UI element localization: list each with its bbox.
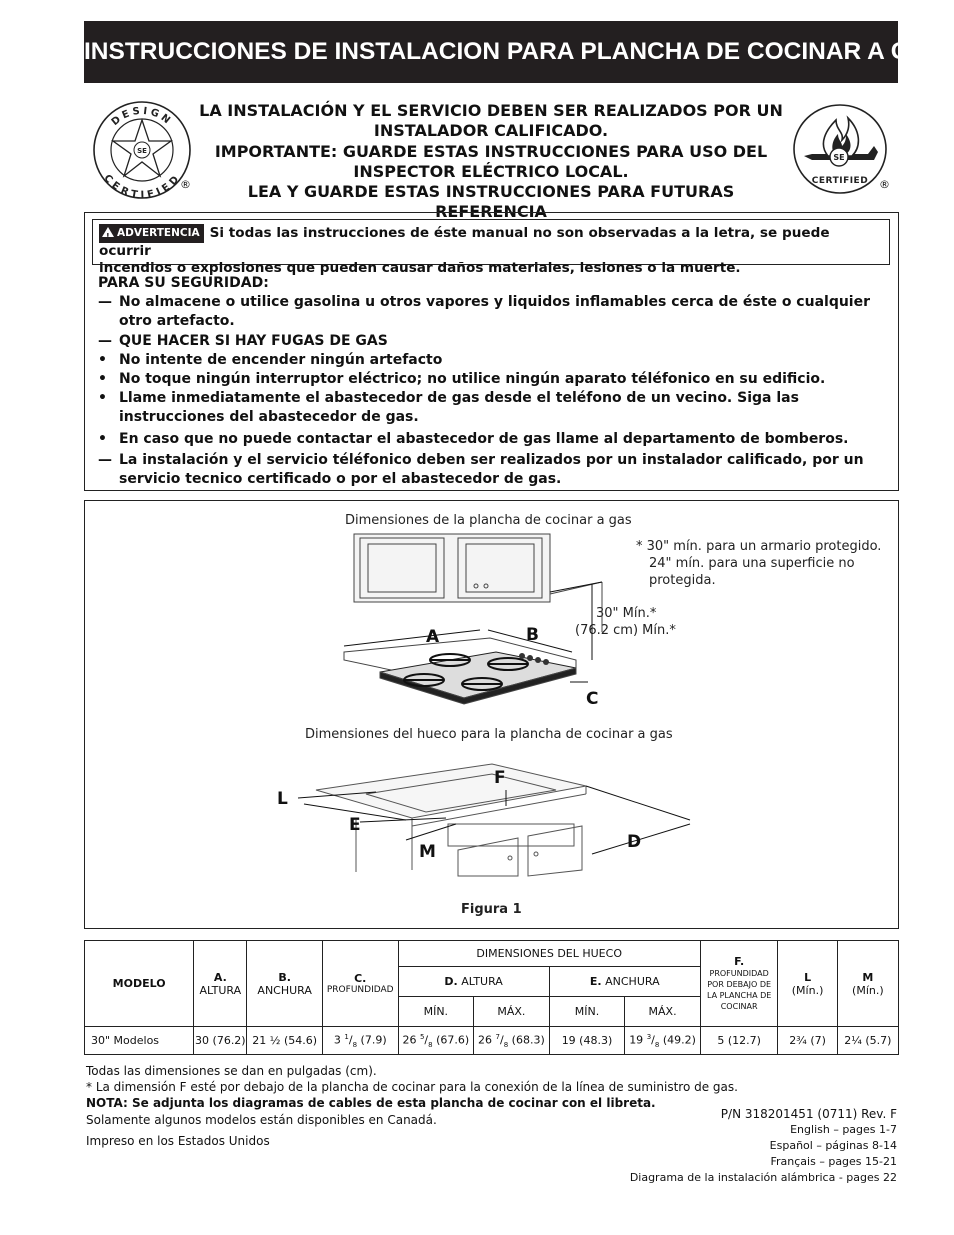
list-text: Llame inmediatamente el abastecedor de gas desde el teléfono de un vecino. Siga las instrucciones del abastecedor de gas. xyxy=(119,390,799,426)
header-b-label: B. xyxy=(278,970,291,984)
safety-item xyxy=(98,451,888,489)
certified-flame-seal-icon xyxy=(792,104,892,196)
header-d-max: MÁX. xyxy=(474,997,550,1027)
header-d xyxy=(398,967,549,997)
figure-dim-cm: (76.2 cm) Mín.* xyxy=(575,623,676,638)
safety-list xyxy=(98,274,888,489)
header-cutout-group-label: DIMENSIONES DEL HUECO xyxy=(476,947,622,960)
header-m-sub: (Mín.) xyxy=(852,983,884,997)
list-mark: • xyxy=(98,390,107,407)
cell-c-den: 8 xyxy=(352,1040,358,1049)
cell-a: 30 (76.2) xyxy=(194,1027,247,1055)
header-cutout-group xyxy=(398,941,700,967)
header-e-max: MÁX. xyxy=(625,997,701,1027)
header-c xyxy=(322,941,398,1027)
header-l xyxy=(778,941,837,1027)
cell-m: 2¼ (5.7) xyxy=(837,1027,898,1055)
cell-c-rest: (7.9) xyxy=(357,1033,387,1047)
header-e-label: E. xyxy=(589,975,602,988)
list-mark: — xyxy=(98,294,112,311)
header-line-3: IMPORTANTE: GUARDE ESTAS INSTRUCCIONES PARA USO DEL xyxy=(214,141,768,161)
cell-c-whole: 3 xyxy=(333,1033,345,1047)
safety-item xyxy=(98,332,888,351)
part-number-block xyxy=(600,1106,897,1186)
wiring-diagram-page: Diagrama de la instalación alámbrica - pages 22 xyxy=(629,1171,897,1184)
warning-triangle-icon xyxy=(102,227,114,237)
figure-note-line-2: 24" mín. para una superficie no xyxy=(649,556,855,571)
header-line-2: INSTALADOR CALIFICADO. xyxy=(373,121,609,141)
cooktop-illustration xyxy=(340,532,610,716)
letter-d: D xyxy=(627,832,642,852)
registered-mark: ® xyxy=(180,178,191,191)
header-line-5: LEA Y GUARDE ESTAS INSTRUCCIONES PARA FUTURAS REFERENCIA xyxy=(247,182,735,222)
safety-item xyxy=(98,351,888,370)
letter-l: L xyxy=(277,789,288,809)
language-spanish: Español – páginas 8-14 xyxy=(769,1139,897,1152)
header-c-sub: PROFUNDIDAD xyxy=(326,984,394,995)
warning-tag xyxy=(99,224,204,243)
safety-item xyxy=(98,389,888,427)
figure-dim-inches: 30" Mín.* xyxy=(596,606,657,621)
header-f-sub-4: COCINAR xyxy=(720,1002,758,1011)
header-e xyxy=(549,967,700,997)
header-line-1: LA INSTALACIÓN Y EL SERVICIO DEBEN SER REALIZADOS POR UN xyxy=(199,101,783,120)
header-m xyxy=(837,941,898,1027)
seal-right-label: CERTIFIED xyxy=(811,176,869,186)
cell-e-max: 19 $^3/_8$ (49.2) xyxy=(625,1027,701,1055)
cell-d-min-whole: 26 xyxy=(402,1033,420,1047)
letter-m: M xyxy=(419,842,436,862)
cell-f: 5 (12.7) xyxy=(700,1027,778,1055)
note-canada: Solamente algunos modelos están disponibles en Canadá. xyxy=(86,1112,437,1127)
safety-heading: PARA SU SEGURIDAD: xyxy=(98,275,269,291)
figure-title-cooktop: Dimensiones de la plancha de cocinar a gas xyxy=(345,513,632,528)
safety-item xyxy=(98,293,888,331)
header-a-label: A. xyxy=(213,970,227,984)
warning-text-1: Si todas las instrucciones de éste manual no son observadas a la letra, se puede ocurrir xyxy=(99,225,830,259)
cell-b: 21 ½ (54.6) xyxy=(247,1027,323,1055)
list-mark: • xyxy=(98,371,107,388)
cell-d-min-num: 5 xyxy=(419,1032,425,1041)
header-f-label: F. xyxy=(734,955,745,968)
note-wiring: NOTA: Se adjunta los diagramas de cables de esta plancha de cocinar con el libreta. xyxy=(86,1096,656,1111)
list-text: La instalación y el servicio téléfonico deben ser realizados por un instalador calificado, por un servicio tecnico certificado o por el abastecedor de gas. xyxy=(119,451,864,488)
cell-model: 30" Modelos xyxy=(85,1027,194,1055)
design-certified-seal-icon xyxy=(92,100,192,200)
dimensions-table xyxy=(84,940,899,1055)
list-text: QUE HACER SI HAY FUGAS DE GAS xyxy=(119,332,388,349)
header-a-sub: ALTURA xyxy=(199,983,242,997)
header-line-4: INSPECTOR ELÉCTRICO LOCAL. xyxy=(353,161,629,181)
letter-f: F xyxy=(494,768,506,788)
note-units: Todas las dimensiones se dan en pulgadas (cm). xyxy=(86,1064,377,1078)
header-e-sub: ANCHURA xyxy=(605,975,660,988)
list-text: No toque ningún interruptor eléctrico; no utilice ningún aparato téléfonico en su edificio. xyxy=(119,371,826,388)
cell-l: 2¾ (7) xyxy=(778,1027,837,1055)
list-text: No intente de encender ningún artefacto xyxy=(119,351,443,368)
header-f xyxy=(700,941,778,1027)
figure-title-cutout: Dimensiones del hueco para la plancha de cocinar a gas xyxy=(305,727,673,742)
cell-d-max-den: 8 xyxy=(503,1040,509,1049)
note-dimension-f: * La dimensión F esté por debajo de la plancha de cocinar para la conexión de la línea de suministro de gas. xyxy=(86,1080,738,1095)
warning-box xyxy=(92,219,890,276)
header-m-label: M xyxy=(862,970,874,984)
letter-c: C xyxy=(586,689,599,709)
table-header-row xyxy=(85,941,899,967)
list-mark: • xyxy=(98,351,107,368)
cell-e-min: 19 (48.3) xyxy=(549,1027,625,1055)
letter-b: B xyxy=(526,625,539,645)
page-title: INSTRUCCIONES DE INSTALACION PARA PLANCHA DE COCINAR A GAS xyxy=(84,21,898,83)
letter-a: A xyxy=(426,627,440,647)
part-number: P/N 318201451 (0711) Rev. F xyxy=(720,1107,897,1121)
header-b-sub: ANCHURA xyxy=(257,983,312,997)
header-model xyxy=(85,941,194,1027)
header-c-label: C. xyxy=(354,971,367,985)
header-model-label: MODELO xyxy=(112,977,166,990)
language-english: English – pages 1-7 xyxy=(790,1123,897,1136)
header-d-sub: ALTURA xyxy=(461,975,503,988)
seal-left-top-text: DESIGN xyxy=(109,105,175,129)
header-d-label: D. xyxy=(444,975,458,988)
cell-d-min: 26 $^5/_8$ (67.6) xyxy=(398,1027,474,1055)
figure-note-line-1: * 30" mín. para un armario protegido. xyxy=(636,539,882,554)
cell-d-max-whole: 26 xyxy=(478,1033,496,1047)
list-text: No almacene o utilice gasolina u otros vapores y liquidos inflamables cerca de éste o cualquier otro artefacto. xyxy=(119,294,871,330)
figure-note-line-3: protegida. xyxy=(649,573,716,588)
language-french: Français – pages 15-21 xyxy=(770,1155,897,1168)
safety-item xyxy=(98,370,888,389)
cell-e-max-whole: 19 xyxy=(629,1033,647,1047)
letter-e: E xyxy=(349,815,361,835)
cell-e-max-rest: (49.2) xyxy=(659,1033,696,1047)
header-f-sub-2: POR DEBAJO DE xyxy=(707,980,772,989)
header-f-sub-3: LA PLANCHA DE xyxy=(706,991,772,1000)
seal-right-center-text: SE xyxy=(833,153,845,162)
header-a xyxy=(194,941,247,1027)
safety-item xyxy=(98,430,888,449)
list-mark: — xyxy=(98,451,112,468)
registered-mark-right: ® xyxy=(879,178,890,191)
header-f-sub-1: PROFUNDIDAD xyxy=(709,969,769,978)
cell-d-min-den: 8 xyxy=(428,1040,433,1049)
cell-e-max-den: 8 xyxy=(654,1040,660,1049)
cell-c-num: 1 xyxy=(344,1032,349,1041)
figure-caption: Figura 1 xyxy=(461,902,522,917)
header-instructions xyxy=(196,101,786,223)
header-e-min: MÍN. xyxy=(549,997,625,1027)
seal-left-bottom-text: CERTIFIED xyxy=(101,172,183,200)
header-l-label: L xyxy=(804,970,812,984)
list-mark: — xyxy=(98,332,112,349)
table-row xyxy=(85,1027,899,1055)
cell-d-min-rest: (67.6) xyxy=(432,1033,470,1047)
header-d-min: MÍN. xyxy=(398,997,474,1027)
warning-text-2: incendios o explosiones que pueden causar daños materiales, lesiones o la muerte. xyxy=(99,260,741,276)
seal-left-center-text: SE xyxy=(137,147,147,155)
header-b xyxy=(247,941,323,1027)
cell-e-max-num: 3 xyxy=(646,1032,652,1041)
header-l-sub: (Mín.) xyxy=(791,983,824,997)
warning-tag-text: ADVERTENCIA xyxy=(117,227,200,239)
printed-in: Impreso en los Estados Unidos xyxy=(86,1134,270,1148)
cell-c: 3 $^1/_8$ (7.9) xyxy=(322,1027,398,1055)
cell-d-max-num: 7 xyxy=(495,1032,500,1041)
list-mark: • xyxy=(98,430,107,447)
svg-text:CERTIFIED xyxy=(101,173,182,200)
cell-d-max-rest: (68.3) xyxy=(508,1033,545,1047)
list-text: En caso que no puede contactar el abastecedor de gas llame al departamento de bomberos. xyxy=(119,430,849,447)
cell-d-max: 26 $^7/_8$ (68.3) xyxy=(474,1027,550,1055)
